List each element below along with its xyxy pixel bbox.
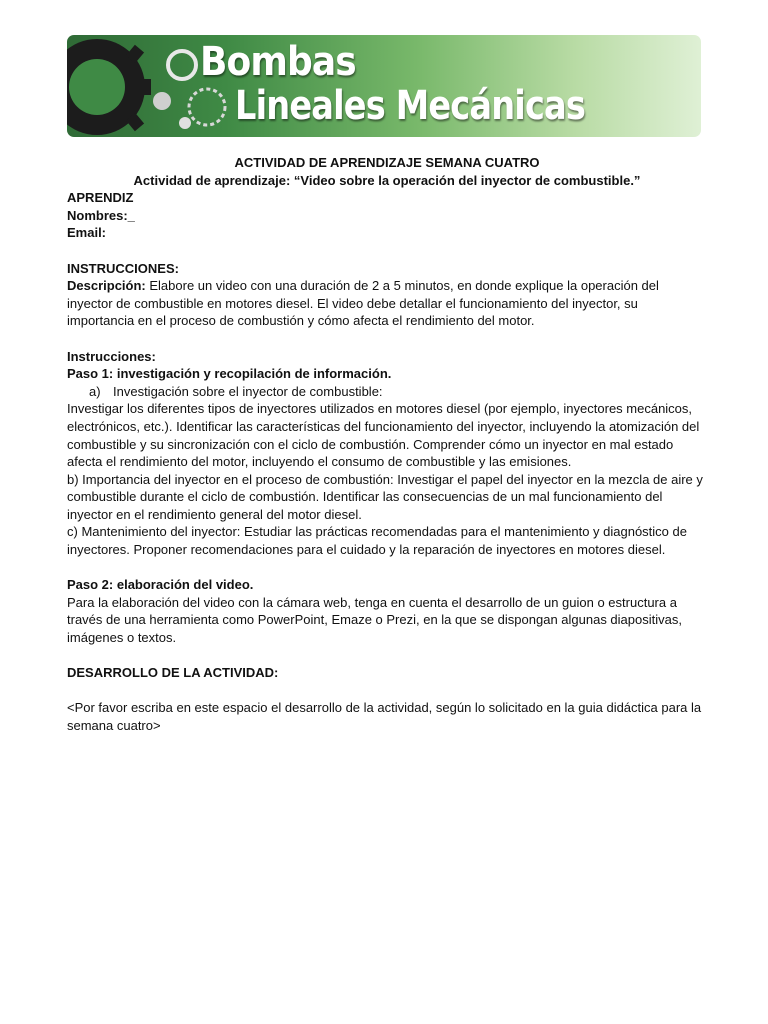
instrucciones-heading: INSTRUCCIONES: <box>67 260 179 276</box>
paragraph-a: Investigar los diferentes tipos de inyectores utilizados en motores diesel (por ejemplo, inyectores mecánicos, electrónicos, etc.). Identificar las características del funcionamiento del inyector, incluyendo la atomización del combustible y su sincronización con el ciclo de combustión. Comprender cómo un inyector en mal estado afecta el rendimiento del motor, incluyendo el consumo de combustible y las emisiones. <box>67 401 700 470</box>
paso2-text: Para la elaboración del video con la cámara web, tenga en cuenta el desarrollo de un guion o estructura a través de una herramienta como PowerPoint, Emaze o Prezi, en la que se dispongan algunas diapositivas, imágenes o textos. <box>67 594 682 646</box>
descripcion-paragraph <box>67 277 707 330</box>
desarrollo-placeholder[interactable]: <Por favor escriba en este espacio el desarrollo de la actividad, según lo solicitado en la guia didáctica para la semana cuatro> <box>67 700 702 733</box>
paragraph-c: c) Mantenimiento del inyector: Estudiar las prácticas recomendadas para el mantenimiento y diagnóstico de inyectores. Proponer recomendaciones para el cuidado y la reparación de inyectores en motores diesel. <box>67 524 687 558</box>
desarrollo-heading: DESARROLLO DE LA ACTIVIDAD: <box>67 665 279 681</box>
email-field: Email: <box>67 225 107 241</box>
nombres-field: Nombres:_ <box>67 207 135 223</box>
paso1-heading: Paso 1: investigación y recopilación de información. <box>67 366 392 382</box>
header-banner <box>67 35 701 137</box>
document-subtitle: Actividad de aprendizaje: “Video sobre la operación del inyector de combustible.” <box>133 172 641 188</box>
list-item-a <box>67 383 707 401</box>
descripcion-text: Elabore un video con una duración de 2 a 5 minutos, en donde explique la operación del inyector de combustible en motores diesel. El video debe detallar el funcionamiento del inyector, su importancia en el proceso de combustión y cómo afecta el rendimiento del motor. <box>67 278 659 329</box>
list-item-a-text: Investigación sobre el inyector de combustible: <box>113 383 383 399</box>
descripcion-label: Descripción: <box>67 278 146 294</box>
instrucciones-subheading: Instrucciones: <box>67 348 156 364</box>
document-body <box>67 154 707 735</box>
list-marker: a) <box>89 383 101 399</box>
banner-title-line2: Lineales Mecánicas <box>235 83 586 129</box>
aprendiz-label: APRENDIZ <box>67 190 134 206</box>
document-title: ACTIVIDAD DE APRENDIZAJE SEMANA CUATRO <box>234 155 540 170</box>
paso2-heading: Paso 2: elaboración del video. <box>67 577 254 593</box>
banner-title-line1: Bombas <box>200 39 356 85</box>
paragraph-b: b) Importancia del inyector en el proceso de combustión: Investigar el papel del inyector en la mezcla de aire y combustible durante el ciclo de combustión. Identificar las consecuencias de un mal funcionamiento del inyector en el rendimiento general del motor diesel. <box>67 471 703 522</box>
